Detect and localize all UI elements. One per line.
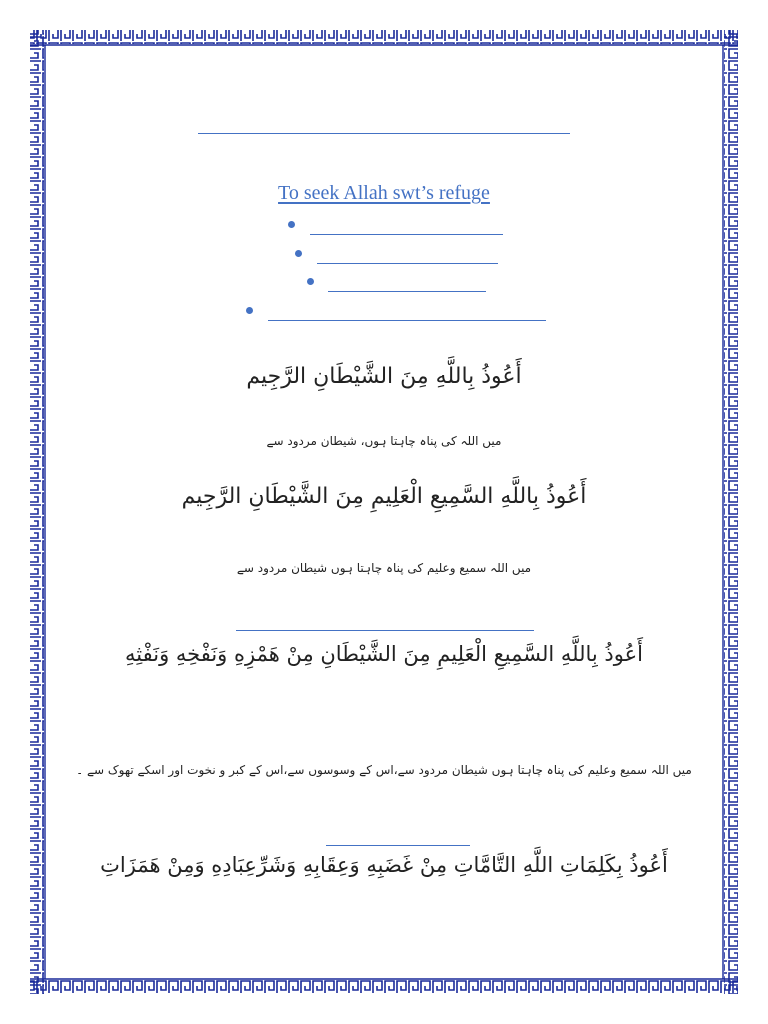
blank-line bbox=[328, 291, 486, 292]
urdu-translation: میں اللہ کی پناہ چاہتا ہوں، شیطان مردود سے bbox=[266, 434, 502, 448]
arabic-verse: أَعُوذُ بِاللَّهِ السَّمِيعِ الْعَلِيمِ مِنَ الشَّيْطَانِ الرَّجِيم bbox=[181, 484, 587, 509]
page-title: To seek Allah swt’s refuge bbox=[278, 182, 490, 204]
urdu-translation: میں اللہ سمیع وعلیم کی پناہ چاہتا ہوں شیطان مردود سے bbox=[236, 561, 532, 575]
heading-rule bbox=[198, 133, 570, 134]
section-rule bbox=[236, 630, 534, 631]
bullet-icon bbox=[246, 307, 253, 314]
section-rule bbox=[326, 845, 470, 846]
bullet-icon bbox=[307, 278, 314, 285]
urdu-translation: میں اللہ سمیع وعلیم کی پناہ چاہتا ہوں شیطان مردود سے،اس کے وسوسوں سے،اس کے کبر و نخوت اور اسکے تھوک سے ۔ bbox=[76, 763, 692, 777]
bullet-icon bbox=[288, 221, 295, 228]
arabic-verse: أَعُوذُ بِاللَّهِ مِنَ الشَّيْطَانِ الرَّجِيم bbox=[246, 364, 522, 389]
bullet-icon bbox=[295, 250, 302, 257]
arabic-verse: أَعُوذُ بِكَلِمَاتِ اللَّهِ التَّامَّاتِ مِنْ غَضَبِهِ وَعِقَابِهِ وَشَرِّعِبَادِهِ وَمِنْ هَمَزَاتِ bbox=[100, 853, 668, 877]
blank-line bbox=[317, 263, 498, 264]
blank-line bbox=[310, 234, 503, 235]
arabic-verse: أَعُوذُ بِاللَّهِ السَّمِيعِ الْعَلِيمِ مِنَ الشَّيْطَانِ مِنْ هَمْزِهِ وَنَفْخِهِ وَنَفْثِهِ bbox=[125, 642, 643, 666]
blank-line bbox=[268, 320, 546, 321]
